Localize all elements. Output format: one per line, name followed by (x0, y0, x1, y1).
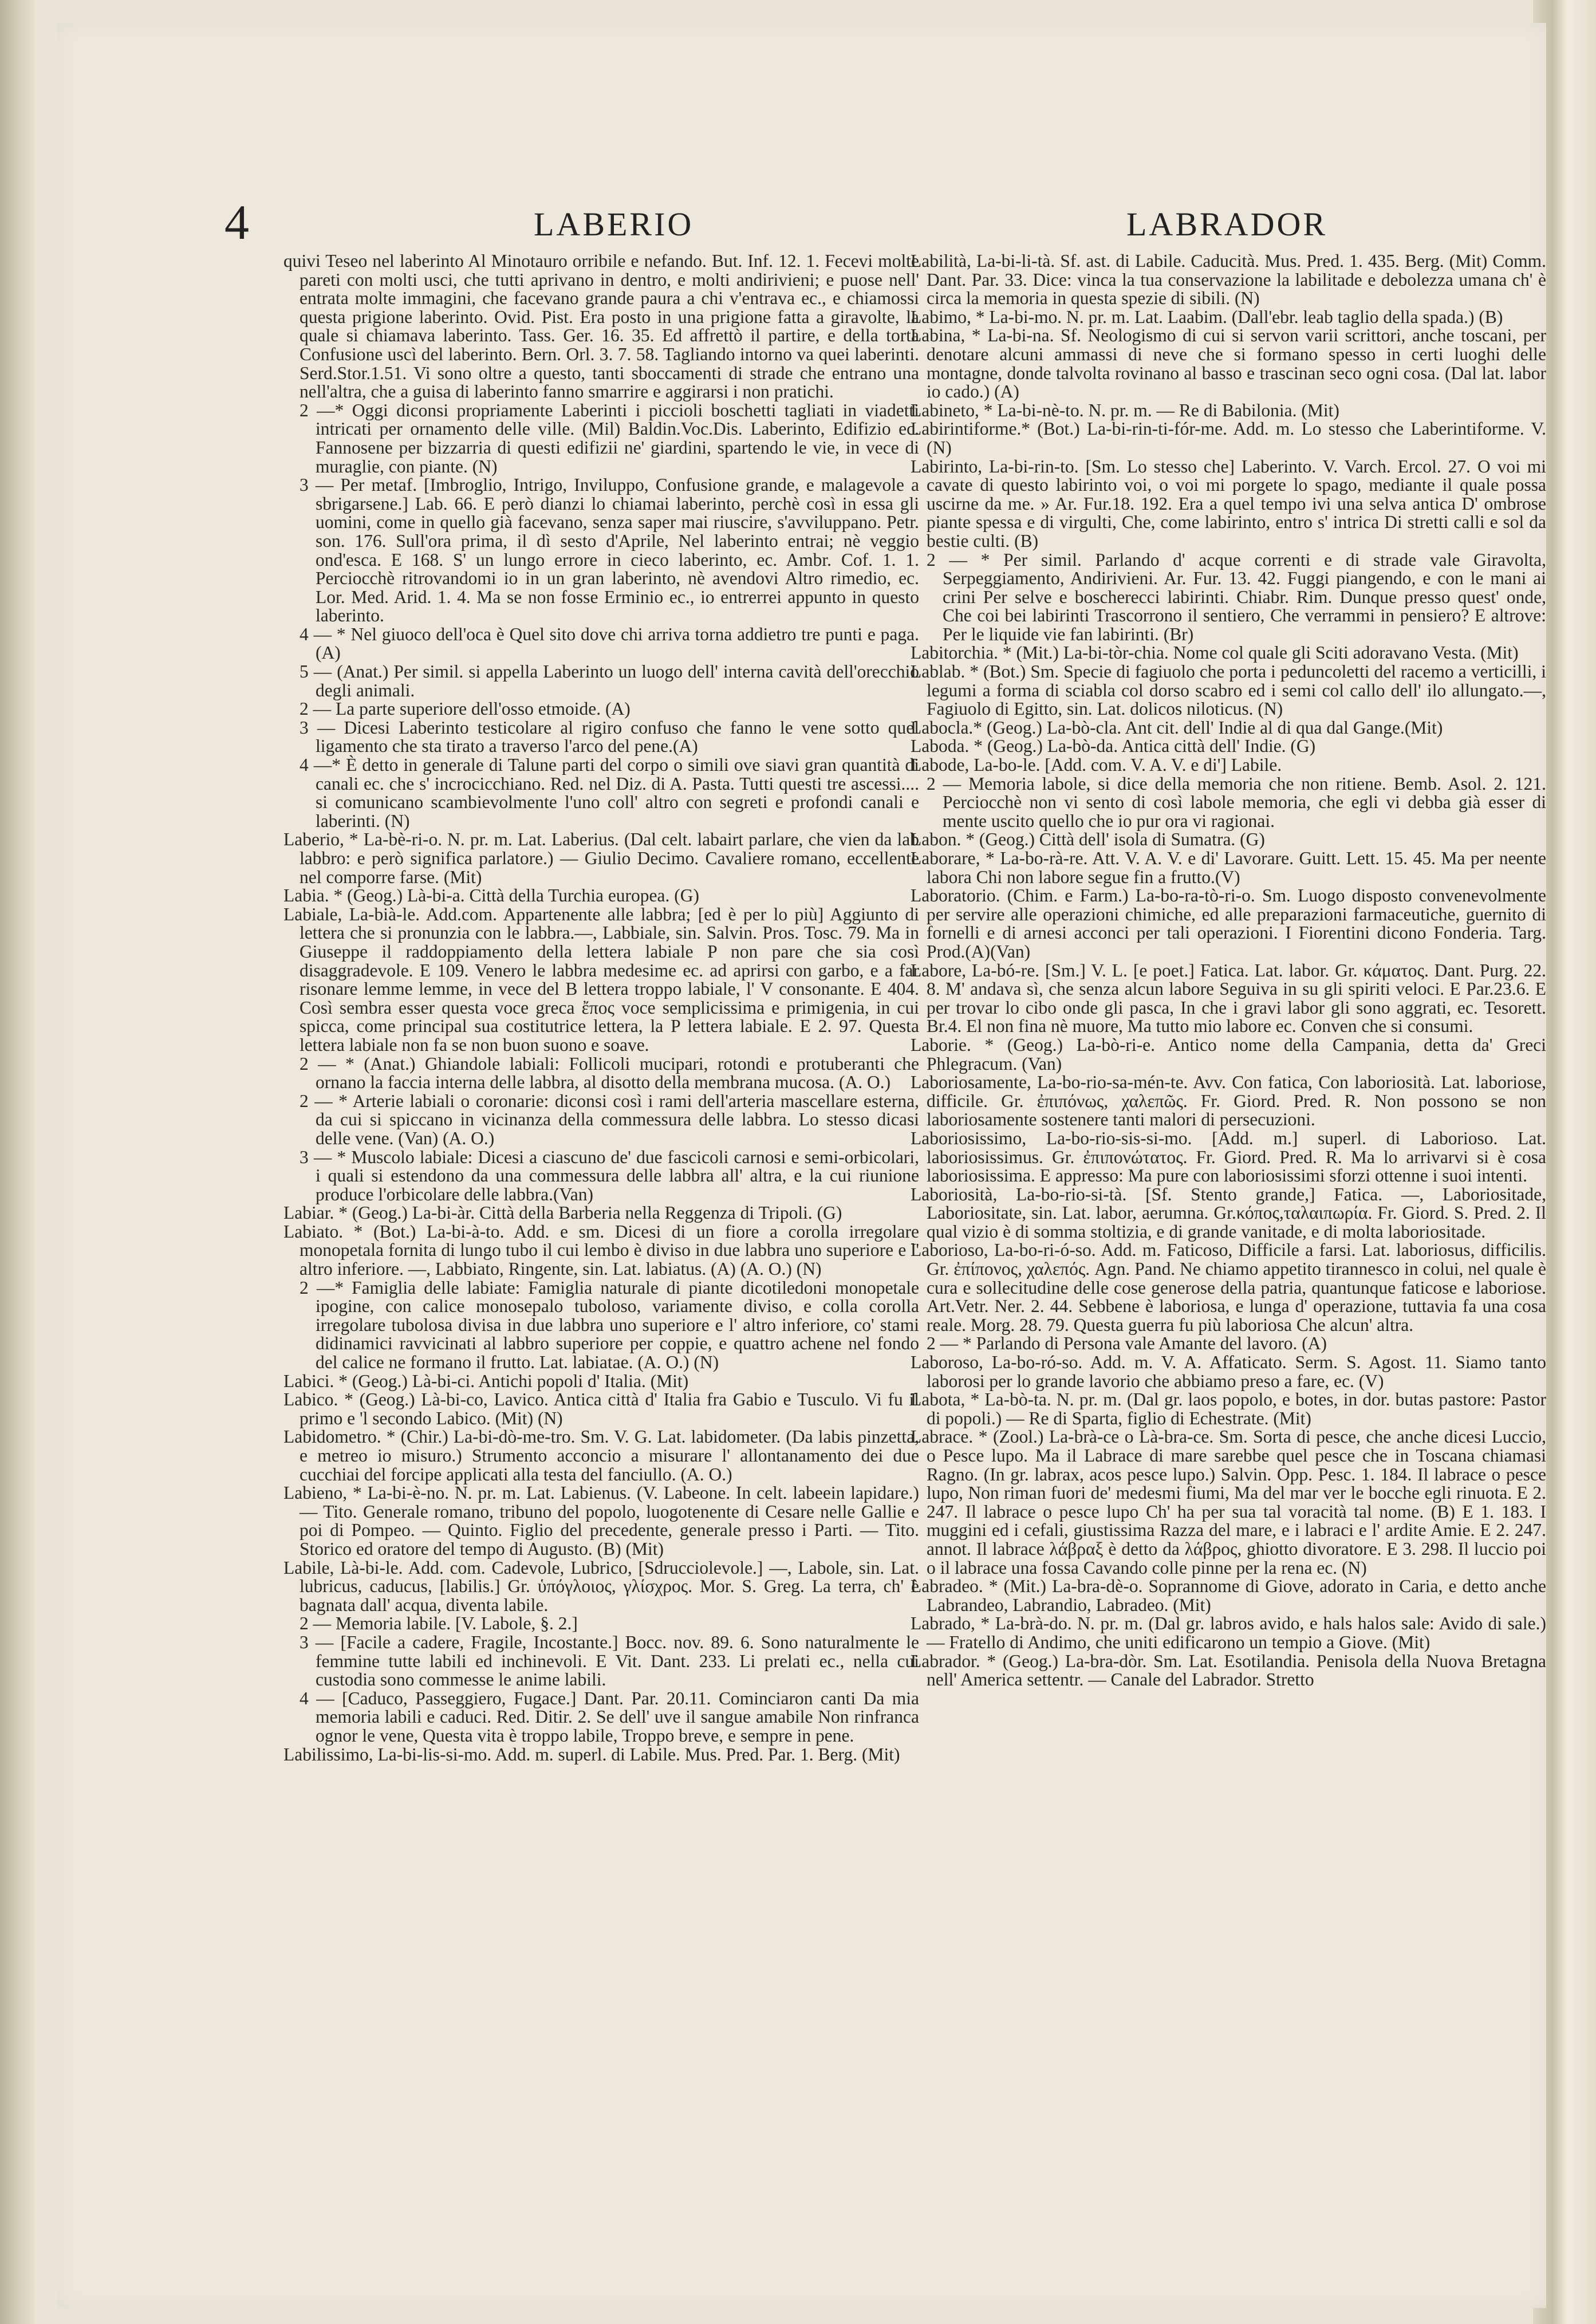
dictionary-entry: Labode, La-bo-le. [Add. com. V. A. V. e di'] Labile. (911, 755, 1282, 775)
dictionary-entry: 2 — * Per simil. Parlando d' acque correnti e di strade vale Giravolta, Serpeggiamento, Andirivieni. Ar. Fur. 13. 42. Fuggi piangendo, e con le mani ai crini Per selve e boscherecci labirinti. Chiabr. Rim. Dunque presso quest' onde, Che coi bei labirinti Trascorrono il sentiero, Che verrammi in pensiero? E altrove: Per le liquide vie fan labirinti. (Br) (927, 549, 1546, 644)
right-column (911, 252, 1546, 2062)
dictionary-entry: Labia. * (Geog.) Là-bi-a. Città della Turchia europea. (G) (283, 885, 699, 906)
dictionary-entry: Labilissimo, La-bi-lis-si-mo. Add. m. superl. di Labile. Mus. Pred. Par. 1. Berg. (Mit) (283, 1744, 900, 1764)
dictionary-entry: Labocla.* (Geog.) La-bò-cla. Ant cit. dell' Indie al di qua dal Gange.(Mit) (911, 717, 1443, 738)
left-column (283, 252, 919, 2062)
dictionary-entry: 2 — * Parlando di Persona vale Amante del lavoro. (A) (927, 1333, 1327, 1354)
dictionary-entry: Laberio, * La-bè-ri-o. N. pr. m. Lat. Laberius. (Dal celt. labairt parlare, che vien da lab labbro: e però significa parlatore.) — Giulio Decimo. Cavaliere romano, eccellente nel comporre farse. (Mit) (283, 829, 919, 887)
dictionary-entry: Labidometro. * (Chir.) La-bi-dò-me-tro. Sm. V. G. Lat. labidometer. (Da labis pinzetta, e metreo io misuro.) Strumento acconcio a misurare l' allontanamento dei due cucchiai del forcipe applicati alla testa del fanciullo. (A. O.) (283, 1427, 919, 1484)
dictionary-entry: Laboriosamente, La-bo-rio-sa-mén-te. Avv. Con fatica, Con laboriosità. Lat. laboriose, difficile. Gr. ἐπιπόνως, χαλεπῶς. Fr. Giord. Pred. R. Non possono se non laboriosamente sostenere tanti malori di persecuzioni. (911, 1072, 1546, 1130)
dictionary-entry: Labile, Là-bi-le. Add. com. Cadevole, Lubrico, [Sdrucciolevole.] —, Labole, sin. Lat. lubricus, caducus, [labilis.] Gr. ὑπόγλοιος, γλίσχρος. Mor. S. Greg. La terra, ch' è bagnata dall' acqua, diventa labile. (283, 1557, 919, 1615)
dictionary-entry: 5 — (Anat.) Per simil. si appella Laberinto un luogo dell' interna cavità dell'orecchio degli animali. (300, 661, 919, 700)
dictionary-entry: 3 — Per metaf. [Imbroglio, Intrigo, Inviluppo, Confusione grande, e malagevole a sbrigarsene.] Lab. 66. E però dianzi lo chiamai laberinto, perchè così in essa gli uomini, come in quello già facevano, senza saper mai riuscire, s'avviluppano. Petr. son. 176. Sull'ora prima, il dì sesto d'Aprile, Nel laberinto entrai; nè veggio ond'esca. E 168. S' un lungo errore in cieco laberinto, ec. Ambr. Cof. 1. 1. Perciocchè ritrovandomi io in un gran laberinto, nè avendovi Altro rimedio, ec. Lor. Med. Arid. 1. 4. Ma se non fosse Erminio ec., io entrerrei appunto in questo laberinto. (300, 475, 919, 626)
running-head-right: LABRADOR (1126, 206, 1328, 243)
dictionary-entry: Labieno, * La-bi-è-no. N. pr. m. Lat. Labienus. (V. Labeone. In celt. labeein lapidare.) — Tito. Generale romano, tribuno del popolo, luogotenente di Cesare nelle Gallie e poi di Pompeo. — Quinto. Figlio del precedente, generale presso i Parti. — Tito. Storico ed oratore del tempo di Augusto. (B) (Mit) (283, 1483, 919, 1559)
dictionary-entry: Labore, La-bó-re. [Sm.] V. L. [e poet.] Fatica. Lat. labor. Gr. κάματος. Dant. Purg. 22. 8. M' andava sì, che senza alcun labore Seguiva in su gli spiriti veloci. E Par.23.6. E per trovar lo cibo onde gli pasca, In che i gravi labor gli sono aggrati, ec. Tesorett. Br.4. El non fina nè muore, Ma tutto mio labore ec. Conven che si consumi. (911, 960, 1546, 1037)
dictionary-entry: Laboriosissimo, La-bo-rio-sis-si-mo. [Add. m.] superl. di Laborioso. Lat. laboriosissimus. Gr. ἐπιπονώτατος. Fr. Giord. Pred. R. Ma lo arrivarvi si è cosa laboriosissima. E appresso: Ma pure con laboriosissimi sforzi ottenne i suoi intenti. (911, 1128, 1546, 1186)
dictionary-entry: Labirintiforme.* (Bot.) La-bi-rin-ti-fór-me. Add. m. Lo stesso che Laberintiforme. V. (N) (911, 419, 1546, 458)
dictionary-entry: 2 — Memoria labole, si dice della memoria che non ritiene. Bemb. Asol. 2. 121. Perciocchè non vi sento di così labole memoria, che egli vi debba già esser di mente uscito quello che io pur ora vi ragionai. (927, 773, 1546, 831)
running-head-left: LABERIO (534, 206, 694, 243)
dictionary-entry: 4 —* È detto in generale di Talune parti del corpo o simili ove siavi gran quantità di canali ec. che s' incrocicchiano. Red. nel Diz. di A. Pasta. Tutti questi tre ascessi.... si comunicano scambievolmente l'uno coll' altro con segreti e profondi canali e laberinti. (N) (300, 755, 919, 831)
dictionary-entry: 2 — La parte superiore dell'osso etmoide. (A) (300, 699, 630, 719)
page-header (224, 194, 1328, 251)
dictionary-entry: Labrador. * (Geog.) La-bra-dòr. Sm. Lat. Esotilandia. Penisola della Nuova Bretagna nell' America settentr. — Canale del Labrador. Stretto (911, 1651, 1546, 1690)
dictionary-entry: 2 —* Famiglia delle labiate: Famiglia naturale di piante dicotiledoni monopetale ipogine, con calice monosepalo tuboloso, variamente diviso, e colla corolla irregolare tubolosa divisa in due labbra uno superiore e l' altro inferiore, co' stami didinamici ravvicinati al labbro superiore per coppie, e quattro achene nel fondo del calice ne formano il frutto. Lat. labiatae. (A. O.) (N) (300, 1277, 919, 1373)
dictionary-entry: Labitorchia. * (Mit.) La-bi-tòr-chia. Nome col quale gli Sciti adoravano Vesta. (Mit) (911, 643, 1519, 663)
dictionary-entry: Labimo, * La-bi-mo. N. pr. m. Lat. Laabim. (Dall'ebr. leab taglio della spada.) (B) (911, 306, 1503, 327)
dictionary-entry: 4 — [Caduco, Passeggiero, Fugace.] Dant. Par. 20.11. Cominciaron canti Da mia memoria labili e caduci. Red. Ditir. 2. Se dell' uve il sangue amabile Non rinfranca ognor le vene, Questa vita è troppo labile, Troppo breve, e sempre in pene. (300, 1688, 919, 1746)
dictionary-entry: Laborie. * (Geog.) La-bò-ri-e. Antico nome della Campania, detta da' Greci Phlegracum. (Van) (911, 1034, 1546, 1074)
dictionary-entry: 2 — * (Anat.) Ghiandole labiali: Follicoli mucipari, rotondi e protuberanti che ornano la faccia interna delle labbra, al disotto della membrana mucosa. (A. O.) (300, 1053, 919, 1093)
dictionary-entry: Labico. * (Geog.) Là-bi-co, Lavico. Antica città d' Italia fra Gabio e Tusculo. Vi fu il primo e 'l secondo Labico. (Mit) (N) (283, 1389, 919, 1428)
dictionary-entry: Labina, * La-bi-na. Sf. Neologismo di cui si servon varii scrittori, anche toscani, per denotare alcuni ammassi di neve che si formano spesso in certi luoghi delle montagne, donde talvolta rovinano al basso e trascinan seco ogni cosa. (Dal lat. labor io cado.) (A) (911, 325, 1546, 402)
dictionary-entry: Labon. * (Geog.) Città dell' isola di Sumatra. (G) (911, 829, 1265, 850)
dictionary-entry: Laboda. * (Geog.) La-bò-da. Antica città dell' Indie. (G) (911, 736, 1316, 757)
dictionary-entry: 2 — Memoria labile. [V. Labole, §. 2.] (300, 1613, 578, 1634)
dictionary-entry: Labrace. * (Zool.) La-brà-ce o Là-bra-ce. Sm. Sorta di pesce, che anche dicesi Luccio, o Pesce lupo. Ma il Labrace di mare sarebbe quel pesce che in Toscana chiamasi Ragno. (In gr. labrax, acos pesce lupo.) Salvin. Opp. Pesc. 1. 184. Il labrace o pesce lupo, Non riman fuori de' medesmi fiumi, Ma del mar ver le bocche egli rinuota. E 2. 247. Il labrace o pesce lupo Ch' ha per sua tal voracità tal nome. (B) E 1. 183. I muggini ed i cefali, giustissima Razza del mare, e i labraci e l' ardite Amie. E 2. 247. annot. Il labrace λάβραξ è detto da λάβρος, ghiotto divoratore. E 3. 298. Il luccio poi o il labrace una fossa Cavando colle pinne per la rena ec. (N) (911, 1427, 1546, 1578)
dictionary-entry: quivi Teseo nel laberinto Al Minotauro orribile e nefando. But. Inf. 12. 1. Fecevi molte pareti con molti usci, che tutti aprivano in dentro, e molti andirivieni; e puose nell' entrata molte immagini, che facevano grande paura a chi v'entrava ec., e chiamossi questa prigione laberinto. Ovid. Pist. Era posto in una prigione fatta a giravolte, la quale si chiamava laberinto. Tass. Ger. 16. 35. Ed affrettò il partire, e della torta Confusione uscì del laberinto. Bern. Orl. 3. 7. 58. Tagliando intorno va quei laberinti. Serd.Stor.1.51. Vi sono oltre a questo, tanti sboccamenti di strade che entrano una nell'altra, che a guisa di laberinto fanno smarrire e aggirarsi i non pratichi. (283, 252, 919, 402)
dictionary-entry: Laborioso, La-bo-ri-ó-so. Add. m. Faticoso, Difficile a farsi. Lat. laboriosus, difficilis. Gr. ἐπίπονος, χαλεπός. Agn. Pand. Ne chiamo appetito tirannesco in colui, nel quale è cura e sollecitudine delle cose generose della patria, quantunque faticose e laboriose. Art.Vetr. Ner. 2. 44. Sebbene è laboriosa, e lunga d' operazione, tuttavia fa una cosa reale. Morg. 28. 79. Questa guerra fu più laboriosa Che alcun' altra. (911, 1240, 1546, 1335)
dictionary-entry: Laborare, * La-bo-rà-re. Att. V. A. V. e di' Lavorare. Guitt. Lett. 15. 45. Ma per neente labora Chi non labore segue fin a frutto.(V) (911, 848, 1546, 887)
dictionary-entry: Labirinto, La-bi-rin-to. [Sm. Lo stesso che] Laberinto. V. Varch. Ercol. 27. O voi mi cavate di questo labirinto voi, o voi mi porgete lo spago, mediante il quale possa uscirne da me. » Ar. Fur.18. 192. Era a quel tempo ivi una selva antica D' ombrose piante spessa e di virgulti, Che, come labirinto, entro s' intrica Di stretti calli e sol da bestie culti. (B) (911, 456, 1546, 551)
dictionary-entry: Lablab. * (Bot.) Sm. Specie di fagiuolo che porta i peduncoletti del racemo a verticilli, i legumi a forma di sciabla col dorso scabro ed i semi col callo dell' ilo allungato.—, Fagiuolo di Egitto, sin. Lat. dolicos niloticus. (N) (911, 661, 1546, 719)
dictionary-entry: Laboroso, La-bo-ró-so. Add. m. V. A. Affaticato. Serm. S. Agost. 11. Siamo tanto laborosi per lo grande lavorio che abbiamo preso a fare, ec. (V) (911, 1352, 1546, 1391)
dictionary-entry: 3 — * Muscolo labiale: Dicesi a ciascuno de' due fascicoli carnosi e semi-orbicolari, i quali si estendono da una commessura delle labbra all' altra, e la cui riunione produce l'orbicolare delle labbra.(Van) (300, 1147, 919, 1204)
dictionary-entry: 2 —* Oggi diconsi propriamente Laberinti i piccioli boschetti tagliati in viadetti intricati per ornamento delle ville. (Mil) Baldin.Voc.Dis. Laberinto, Edifizio ec. Fannosene per bizzarria di questi edifizii ne' giardini, spartendo le vie, in vece di muraglie, con piante. (N) (300, 400, 919, 476)
dictionary-entry: Labiale, La-bià-le. Add.com. Appartenente alle labbra; [ed è per lo più] Aggiunto di lettera che si pronunzia con le labbra.—, Labbiale, sin. Salvin. Pros. Tosc. 79. Ma in Giuseppe il raddoppiamento della lettera labiale P non pare che sia così disaggradevole. E 109. Venero le labbra medesime ec. ad aprirsi con garbo, e a far risonare lemme lemme, in vece del B lettera troppo labiale, l' V consonante. E 404. Così sembra esser questa voce greca ἔπος voce semplicissima e primigenia, in cui spicca, come principal sua costitutrice lettera, la P lettera labiale. E 2. 97. Questa lettera labiale non fa se non buon suono e soave. (283, 904, 919, 1055)
dictionary-entry: 2 — * Arterie labiali o coronarie: diconsi così i rami dell'arteria mascellare esterna, da cui si spiccano in vicinanza della commessura delle labbra. Lo stesso dicasi delle vene. (Van) (A. O.) (300, 1090, 919, 1148)
dictionary-entry: 3 — [Facile a cadere, Fragile, Incostante.] Bocc. nov. 89. 6. Sono naturalmente le femmine tutte labili ed inchinevoli. E Vit. Dant. 233. Li prelati ec., nella cui custodia sono commesse le anime labili. (300, 1632, 919, 1690)
dictionary-entry: Labiato. * (Bot.) La-bi-à-to. Add. e sm. Dicesi di un fiore a corolla irregolare monopetala fornita di lungo tubo il cui lembo è diviso in due labbra uno superiore e l' altro inferiore. —, Labbiato, Ringente, sin. Lat. labiatus. (A) (A. O.) (N) (283, 1221, 919, 1279)
dictionary-entry: Labiar. * (Geog.) La-bi-àr. Città della Barberia nella Reggenza di Tripoli. (G) (283, 1203, 842, 1223)
scan-left-edge (0, 0, 34, 2324)
dictionary-entry: Labota, * La-bò-ta. N. pr. m. (Dal gr. laos popolo, e botes, in dor. butas pastore: Pastor di popoli.) — Re di Sparta, figlio di Echestrate. (Mit) (911, 1389, 1546, 1428)
dictionary-entry: Labici. * (Geog.) Là-bi-ci. Antichi popoli d' Italia. (Mit) (283, 1370, 689, 1391)
dictionary-entry: Labilità, La-bi-li-tà. Sf. ast. di Labile. Caducità. Mus. Pred. 1. 435. Berg. (Mit) Comm. Dant. Par. 33. Dice: vinca la tua conservazione la labilitade e debolezza umana ch' è circa la memoria in questa spezie di sibili. (N) (911, 252, 1546, 309)
page-number: 4 (224, 195, 249, 250)
dictionary-entry: Labineto, * La-bi-nè-to. N. pr. m. — Re di Babilonia. (Mit) (911, 400, 1339, 420)
dictionary-entry: Laboriosità, La-bo-rio-si-tà. [Sf. Stento grande,] Fatica. —, Laboriositade, Laboriositate, sin. Lat. labor, aerumna. Gr.κόπος,ταλαιπωρία. Fr. Giord. S. Pred. 2. Il qual vizio è di somma stoltizia, e di grande vanitade, e di molta laboriositade. (911, 1184, 1546, 1242)
dictionary-entry: Labrado, * La-brà-do. N. pr. m. (Dal gr. labros avido, e hals halos sale: Avido di sale.) — Fratello di Andimo, che uniti edificarono un tempio a Giove. (Mit) (911, 1613, 1546, 1652)
dictionary-entry: 3 — Dicesi Laberinto testicolare al rigiro confuso che fanno le vene sotto quel ligamento che sta tirato a traverso l'arco del pene.(A) (300, 717, 919, 757)
dictionary-entry: 4 — * Nel giuoco dell'oca è Quel sito dove chi arriva torna addietro tre punti e paga. (A) (300, 624, 919, 663)
dictionary-entry: Laboratorio. (Chim. e Farm.) La-bo-ra-tò-ri-o. Sm. Luogo disposto convenevolmente per servire alle operazioni chimiche, ed alle preparazioni farmaceutiche, guernito di fornelli e di arnesi acconci per tali operazioni. I Fiorentini dicono Fonderia. Targ. Prod.(A)(Van) (911, 885, 1546, 962)
dictionary-entry: Labradeo. * (Mit.) La-bra-dè-o. Soprannome di Giove, adorato in Caria, e detto anche Labrandeo, Labrandio, Labradeo. (Mit) (911, 1576, 1546, 1615)
